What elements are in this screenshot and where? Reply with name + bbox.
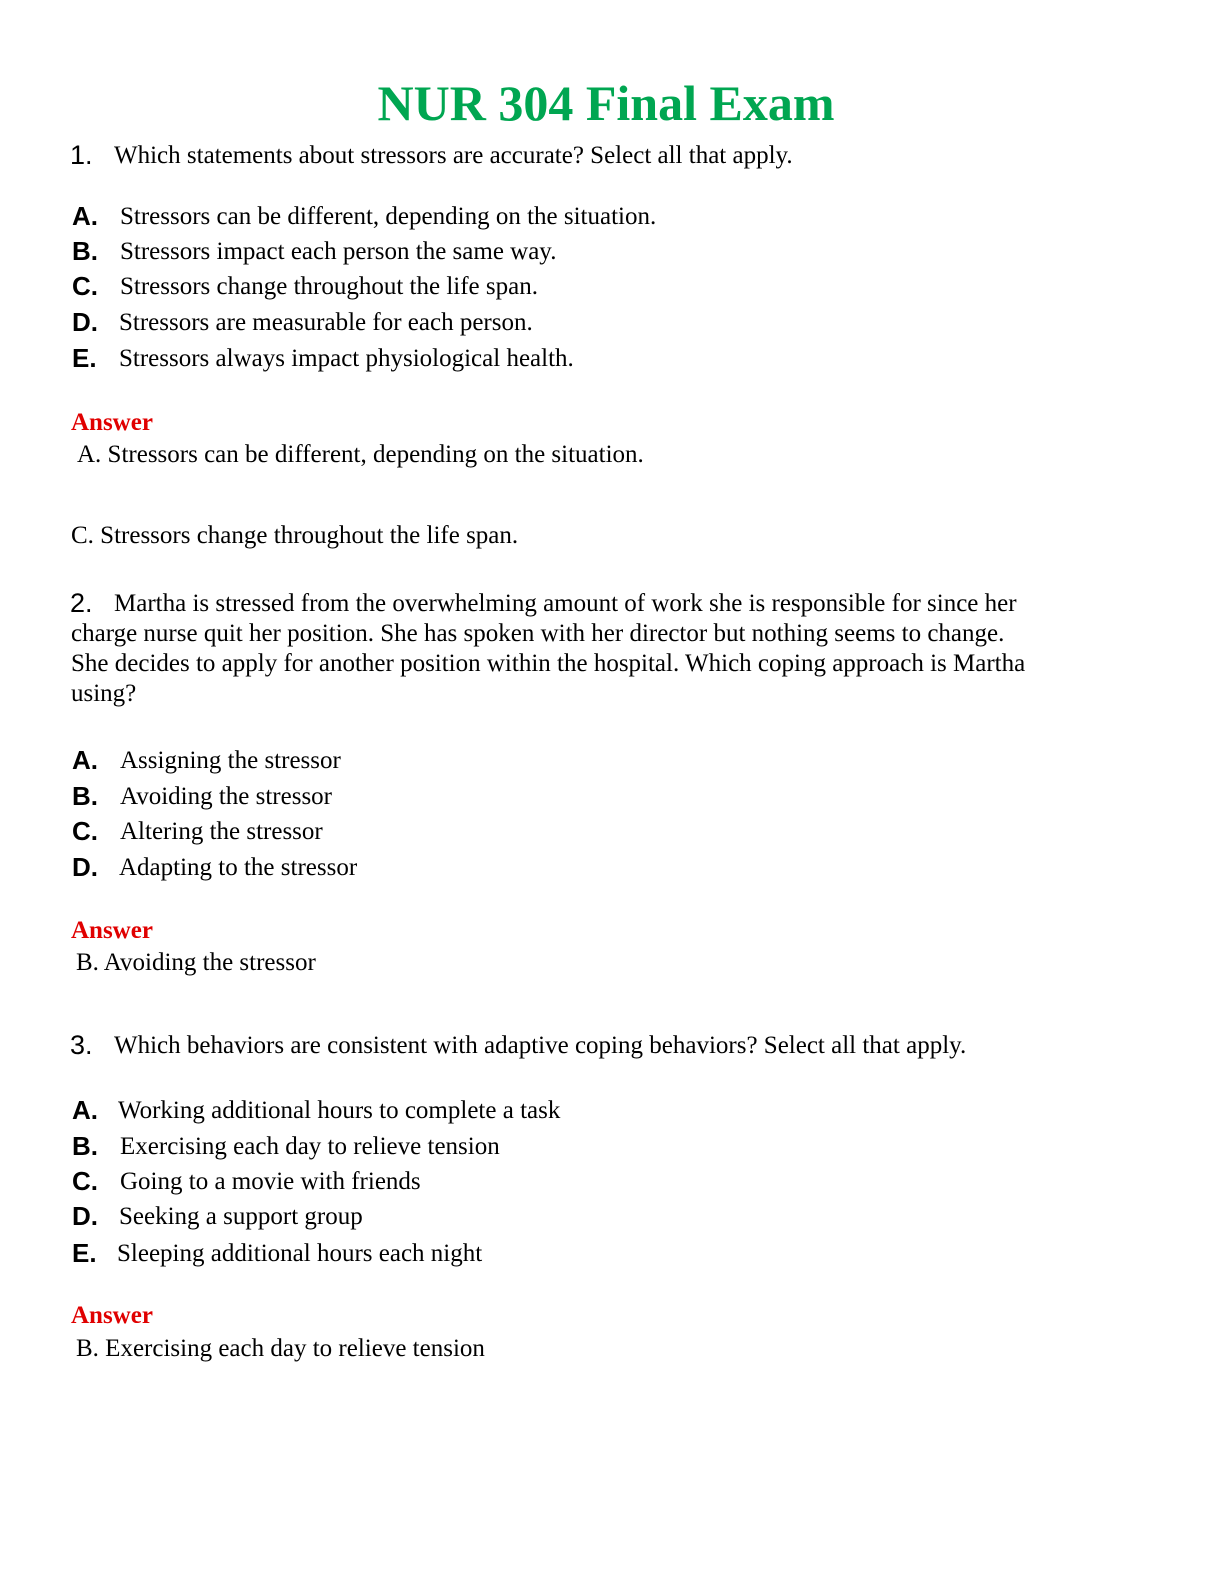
- option-letter: B.: [72, 1131, 98, 1161]
- option-text: Seeking a support group: [119, 1203, 363, 1230]
- answer-text: B. Avoiding the stressor: [76, 949, 316, 976]
- option-text: Altering the stressor: [120, 818, 323, 845]
- question-text: using?: [71, 680, 137, 707]
- option-text: Stressors impact each person the same way.: [120, 238, 557, 265]
- answer-label: Answer: [71, 409, 153, 436]
- option-letter: A.: [72, 1095, 98, 1125]
- option-text: Going to a movie with friends: [120, 1168, 421, 1195]
- question-number: 1.: [70, 140, 93, 170]
- option-text: Stressors always impact physiological health.: [119, 345, 574, 372]
- option-letter: C.: [72, 1166, 98, 1196]
- option-letter: C.: [72, 816, 98, 846]
- option-text: Stressors can be different, depending on the situation.: [120, 203, 657, 230]
- answer-text: A. Stressors can be different, depending on the situation.: [77, 441, 644, 468]
- option-letter: E.: [72, 343, 97, 373]
- document-title: NUR 304 Final Exam: [377, 75, 835, 131]
- option-text: Assigning the stressor: [120, 747, 341, 774]
- option-text: Sleeping additional hours each night: [117, 1240, 483, 1267]
- question-text: Which behaviors are consistent with adaptive coping behaviors? Select all that apply.: [114, 1032, 967, 1059]
- option-letter: B.: [72, 781, 98, 811]
- option-letter: A.: [72, 201, 98, 231]
- answer-label: Answer: [71, 917, 153, 944]
- option-text: Exercising each day to relieve tension: [120, 1133, 500, 1160]
- question-text: Martha is stressed from the overwhelming amount of work she is responsible for since her: [114, 590, 1017, 617]
- option-text: Stressors change throughout the life span.: [120, 273, 538, 300]
- question-number: 3.: [70, 1030, 93, 1060]
- question-text: charge nurse quit her position. She has spoken with her director but nothing seems to change.: [71, 620, 1005, 647]
- option-letter: D.: [72, 307, 98, 337]
- answer-text: C. Stressors change throughout the life span.: [71, 522, 519, 549]
- option-letter: B.: [72, 236, 98, 266]
- question-text: She decides to apply for another position within the hospital. Which coping approach is Martha: [71, 650, 1026, 677]
- option-text: Working additional hours to complete a task: [118, 1097, 561, 1124]
- option-letter: C.: [72, 271, 98, 301]
- option-text: Adapting to the stressor: [119, 854, 358, 881]
- answer-label: Answer: [71, 1302, 153, 1329]
- option-letter: A.: [72, 745, 98, 775]
- question-text: Which statements about stressors are accurate? Select all that apply.: [114, 142, 793, 169]
- option-text: Avoiding the stressor: [120, 783, 333, 810]
- question-number: 2.: [70, 588, 93, 618]
- option-text: Stressors are measurable for each person.: [119, 309, 533, 336]
- answer-text: B. Exercising each day to relieve tension: [76, 1335, 485, 1362]
- option-letter: E.: [72, 1238, 97, 1268]
- option-letter: D.: [72, 852, 98, 882]
- option-letter: D.: [72, 1201, 98, 1231]
